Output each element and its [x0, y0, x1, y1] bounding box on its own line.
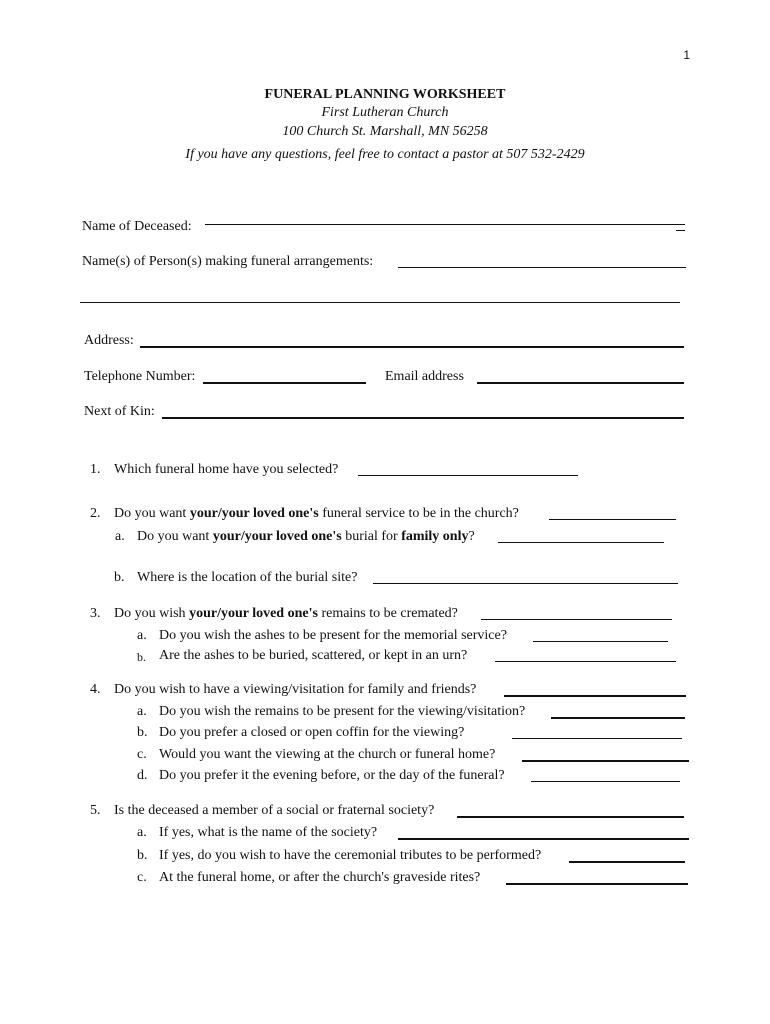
question-4a-text: Do you wish the remains to be present for the viewing/visitation?: [159, 704, 526, 719]
deceased-label: Name of Deceased:: [82, 219, 192, 234]
page-number: 1: [683, 48, 690, 62]
question-5-number: 5.: [90, 803, 101, 818]
question-5-text: Is the deceased a member of a social or fraternal society?: [114, 803, 435, 818]
question-1-answer-line[interactable]: [358, 461, 578, 476]
address-input-line[interactable]: [140, 332, 684, 348]
question-4c-answer-line[interactable]: [522, 746, 689, 762]
question-5c-letter: c.: [137, 870, 147, 885]
question-5c-text: At the funeral home, or after the church's graveside rites?: [159, 870, 481, 885]
question-5a-answer-line[interactable]: [398, 824, 689, 840]
question-3a-answer-line[interactable]: [533, 627, 668, 642]
church-name: First Lutheran Church: [321, 105, 449, 120]
address-label: Address:: [84, 333, 134, 348]
question-2-text: Do you want your/your loved one's funeral service to be in the church?: [114, 506, 519, 521]
question-3a-text: Do you wish the ashes to be present for the memorial service?: [159, 628, 507, 643]
arrangers-input-line[interactable]: [398, 253, 686, 268]
question-5c-answer-line[interactable]: [506, 869, 688, 885]
question-2-number: 2.: [90, 506, 101, 521]
telephone-label: Telephone Number:: [84, 369, 196, 384]
question-4b-text: Do you prefer a closed or open coffin for the viewing?: [159, 725, 465, 740]
question-5a-letter: a.: [137, 825, 147, 840]
question-4b-letter: b.: [137, 725, 148, 740]
deceased-input-line[interactable]: [205, 218, 685, 225]
next-of-kin-label: Next of Kin:: [84, 404, 155, 419]
question-5-answer-line[interactable]: [457, 802, 684, 818]
question-2a-letter: a.: [115, 529, 125, 544]
question-2b-letter: b.: [114, 570, 125, 585]
email-input-line[interactable]: [477, 368, 684, 384]
telephone-input-line[interactable]: [203, 368, 366, 384]
email-label: Email address: [385, 369, 464, 384]
question-2b-text: Where is the location of the burial site?: [137, 570, 358, 585]
deceased-line-tail: [676, 222, 685, 231]
question-3-answer-line[interactable]: [481, 605, 672, 620]
question-4-text: Do you wish to have a viewing/visitation for family and friends?: [114, 682, 477, 697]
question-4a-letter: a.: [137, 704, 147, 719]
question-3b-answer-line[interactable]: [495, 647, 676, 662]
question-4c-letter: c.: [137, 747, 147, 762]
question-4-answer-line[interactable]: [504, 681, 686, 697]
question-4a-answer-line[interactable]: [551, 703, 685, 719]
arrangers-label: Name(s) of Person(s) making funeral arrangements:: [82, 254, 374, 269]
next-of-kin-input-line[interactable]: [162, 403, 684, 419]
contact-info: If you have any questions, feel free to contact a pastor at 507 532-2429: [185, 147, 585, 162]
question-4d-answer-line[interactable]: [531, 767, 680, 782]
question-5a-text: If yes, what is the name of the society?: [159, 825, 378, 840]
question-5b-text: If yes, do you wish to have the ceremonial tributes to be performed?: [159, 848, 542, 863]
question-1-text: Which funeral home have you selected?: [114, 462, 339, 477]
question-2b-answer-line[interactable]: [373, 569, 678, 584]
document-title: FUNERAL PLANNING WORKSHEET: [264, 87, 506, 102]
question-1-number: 1.: [90, 462, 101, 477]
question-3a-letter: a.: [137, 628, 147, 643]
question-4d-text: Do you prefer it the evening before, or the day of the funeral?: [159, 768, 505, 783]
question-3b-text: Are the ashes to be buried, scattered, or kept in an urn?: [159, 648, 468, 663]
question-5b-letter: b.: [137, 848, 148, 863]
question-5b-answer-line[interactable]: [569, 847, 685, 863]
question-4-number: 4.: [90, 682, 101, 697]
question-4b-answer-line[interactable]: [512, 724, 682, 739]
question-2-answer-line[interactable]: [549, 505, 676, 520]
arrangers-input-line-2[interactable]: [80, 288, 680, 303]
question-3-number: 3.: [90, 606, 101, 621]
question-3-text: Do you wish your/your loved one's remains to be cremated?: [114, 606, 458, 621]
question-4c-text: Would you want the viewing at the church or funeral home?: [159, 747, 496, 762]
question-4d-letter: d.: [137, 768, 148, 783]
question-2a-answer-line[interactable]: [498, 528, 664, 543]
deceased-row: [82, 218, 192, 236]
question-2a-text: Do you want your/your loved one's burial for family only?: [137, 529, 475, 544]
question-3b-letter: b.: [137, 650, 146, 664]
church-address: 100 Church St. Marshall, MN 56258: [282, 124, 488, 139]
